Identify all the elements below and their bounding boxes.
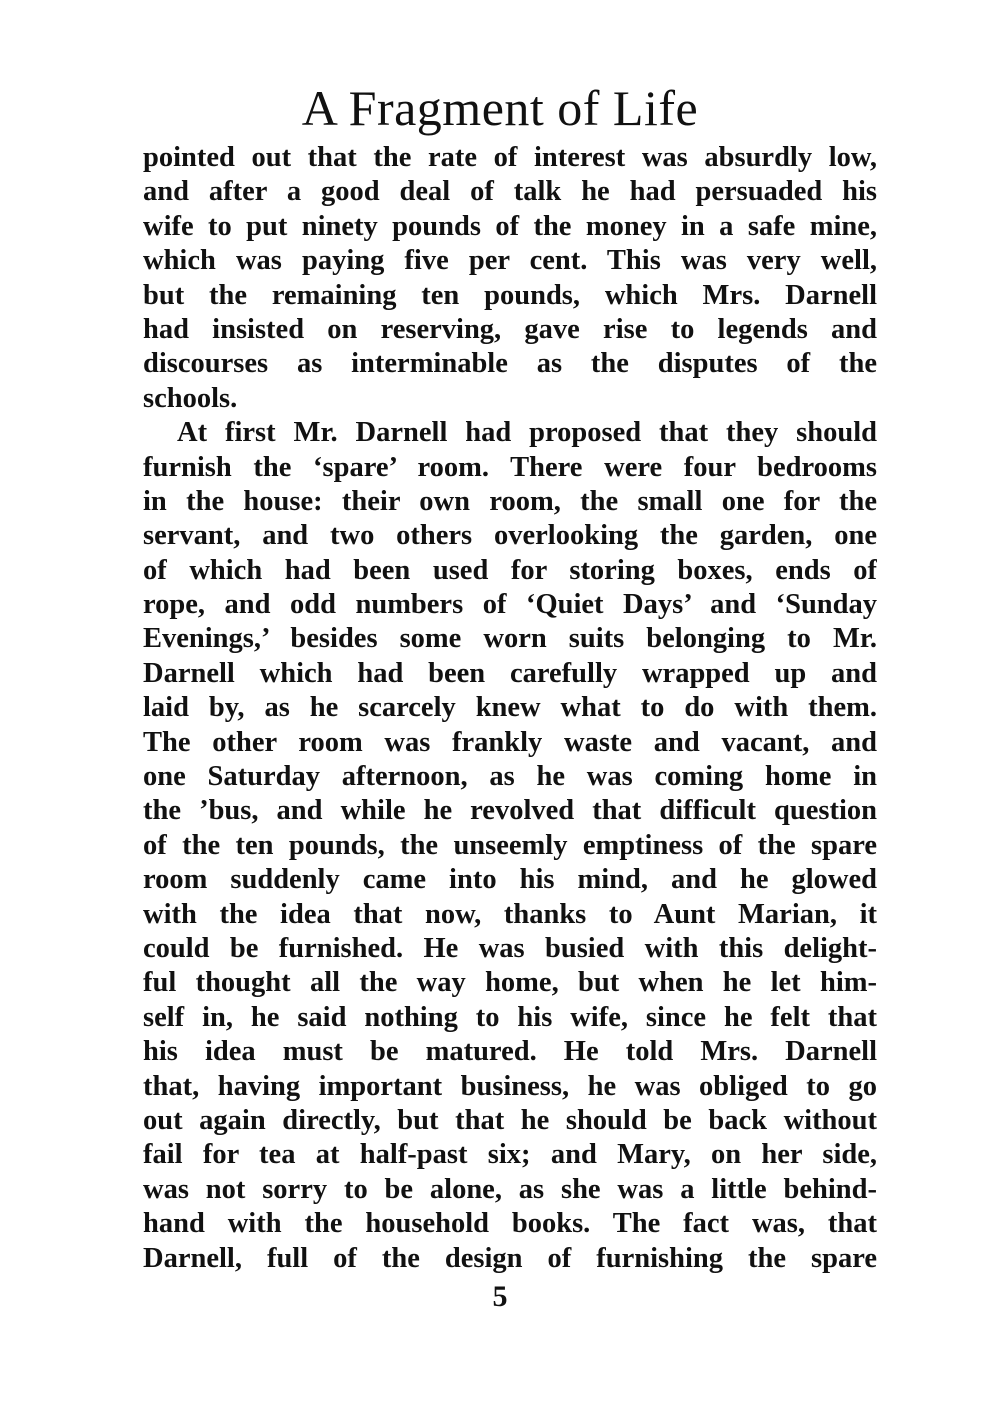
text-line: furnish the ‘spare’ room. There were four bedrooms xyxy=(143,451,877,483)
text-line: and after a good deal of talk he had persuaded his xyxy=(143,176,877,208)
body-text xyxy=(143,141,877,1276)
text-line: ful thought all the way home, but when he let him- xyxy=(143,967,877,999)
text-line: that, having important business, he was obliged to go xyxy=(143,1070,877,1102)
text-line: of the ten pounds, the unseemly emptiness of the spare xyxy=(143,829,877,861)
text-line: rope, and odd numbers of ‘Quiet Days’ and ‘Sunday xyxy=(143,589,877,621)
running-title: A Fragment of Life xyxy=(301,80,699,136)
text-line: discourses as interminable as the disputes of the xyxy=(143,348,877,380)
text-line: was not sorry to be alone, as she was a little behind- xyxy=(143,1173,877,1205)
paragraph-start-line: At first Mr. Darnell had proposed that they should xyxy=(177,417,877,449)
text-line: had insisted on reserving, gave rise to legends and xyxy=(143,313,877,345)
text-line: room suddenly came into his mind, and he glowed xyxy=(143,864,877,896)
text-line: laid by, as he scarcely knew what to do with them. xyxy=(143,692,877,724)
text-line: his idea must be matured. He told Mrs. Darnell xyxy=(143,1036,877,1068)
text-line: servant, and two others overlooking the garden, one xyxy=(143,520,877,552)
text-line: Darnell which had been carefully wrapped up and xyxy=(143,657,877,689)
text-line: out again directly, but that he should be back without xyxy=(143,1104,877,1136)
text-line: in the house: their own room, the small one for the xyxy=(143,485,877,517)
text-line: could be furnished. He was busied with this delight- xyxy=(143,932,877,964)
text-line: Darnell, full of the design of furnishing the spare xyxy=(143,1242,877,1274)
text-line: the ’bus, and while he revolved that difficult question xyxy=(143,795,877,827)
text-line: of which had been used for storing boxes, ends of xyxy=(143,554,877,586)
paragraph-end-line: schools. xyxy=(143,382,238,414)
text-line: one Saturday afternoon, as he was coming home in xyxy=(143,761,877,793)
text-line: wife to put ninety pounds of the money in a safe mine, xyxy=(143,210,877,242)
text-line: fail for tea at half-past six; and Mary, on her side, xyxy=(143,1139,877,1171)
text-line: hand with the household books. The fact was, that xyxy=(143,1208,877,1240)
text-line: Evenings,’ besides some worn suits belonging to Mr. xyxy=(143,623,877,655)
text-line: but the remaining ten pounds, which Mrs. Darnell xyxy=(143,279,877,311)
text-line: pointed out that the rate of interest was absurdly low, xyxy=(143,142,877,173)
text-line: The other room was frankly waste and vacant, and xyxy=(143,726,877,758)
page-number: 5 xyxy=(492,1280,508,1313)
text-line: self in, he said nothing to his wife, since he felt that xyxy=(143,1001,877,1033)
text-line: with the idea that now, thanks to Aunt Marian, it xyxy=(143,898,877,930)
text-line: which was paying five per cent. This was very well, xyxy=(143,245,877,277)
